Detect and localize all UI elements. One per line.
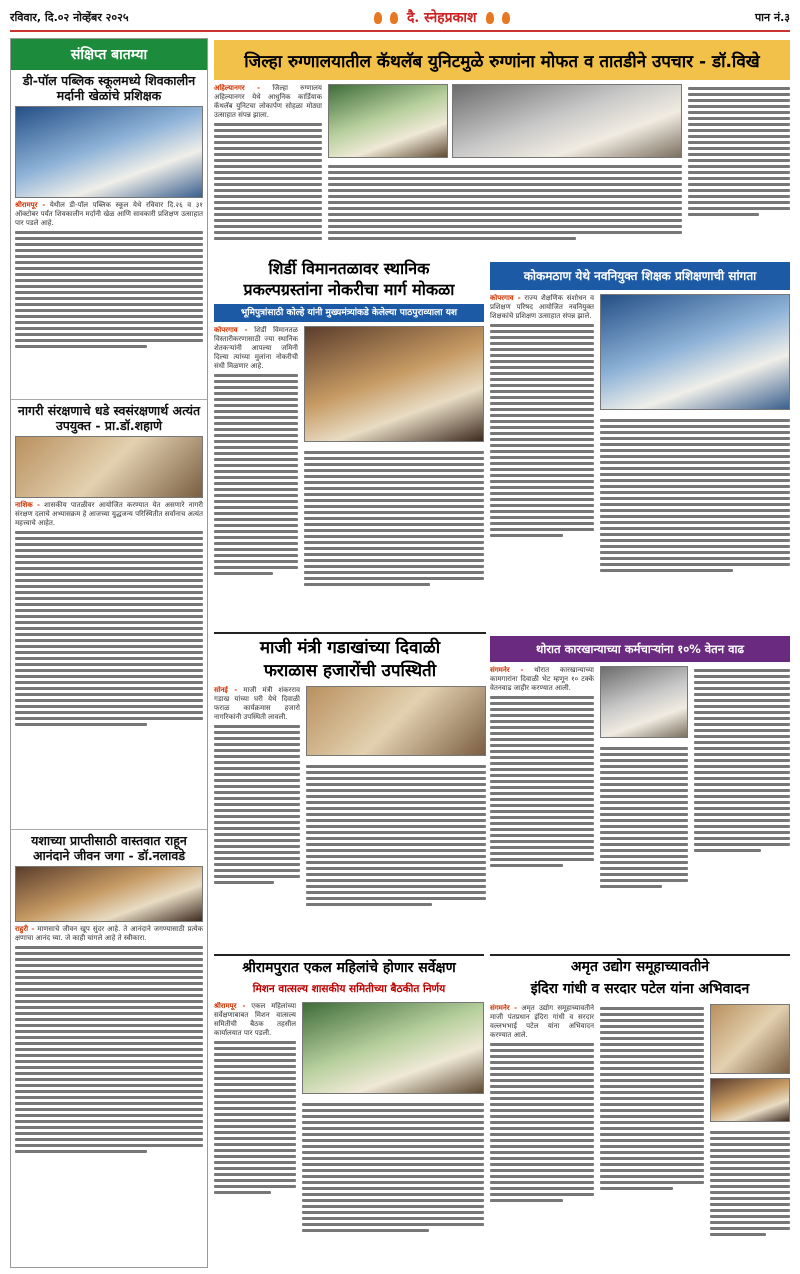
- gadakh-story: [214, 686, 486, 948]
- text-filler: [328, 165, 682, 240]
- photo-tribute-event: [710, 1078, 790, 1122]
- photo-civil-defence-event: [15, 436, 203, 498]
- story-body: संगमनेर - अमृत उद्योग समूहाच्यावतीने माजी पंतप्रधान इंदिरा गांधी व सरदार वल्लभभाई पटेल यांना अभिवादन करण्यात आले.: [490, 1004, 594, 1039]
- text-filler: [600, 419, 790, 572]
- text-filler: [490, 696, 594, 867]
- text-filler: [490, 324, 594, 537]
- main-story: [214, 84, 790, 254]
- page-number: पान नं.३: [754, 10, 790, 24]
- text-filler: [490, 1043, 594, 1202]
- text-filler: [306, 765, 486, 906]
- lamp-icon: [502, 12, 510, 24]
- lamp-icon: [390, 12, 398, 24]
- story-body: कोपरगाव - शिर्डी विमानतळ विस्तारीकरणासाठी ज्या स्थानिक शेतकऱ्यांनी आपल्या जमिनी दिल्या त्यांच्या मुलांना नोकरीची संधी मिळणार आहे.: [214, 326, 298, 370]
- photo-factory-staff: [600, 666, 688, 738]
- story-body: संगमनेर - थोरात कारखान्याच्या कामगारांना दिवाळी भेट म्हणून १० टक्के वेतनवाढ जाहीर करण्यात आली.: [490, 666, 594, 692]
- main-headline: जिल्हा रुग्णालयातील कॅथलॅब युनिटमुळे रुग्णांना मोफत व तातडीने उपचार - डॉ.विखे: [244, 51, 760, 72]
- text-filler: [304, 451, 484, 586]
- masthead: [10, 4, 790, 32]
- brief-headline: नागरी संरक्षणाचे धडे स्वसंरक्षणार्थ अत्यंत उपयुक्त - प्रा.डॉ.शहाणे: [17, 403, 201, 433]
- shrirampur-story: [214, 1002, 484, 1268]
- text-filler: [214, 123, 322, 240]
- brief-dpaul-school: [11, 70, 207, 400]
- photo-cathlab-plaque: [452, 84, 682, 158]
- gadakh-headline: माजी मंत्री गडाखांच्या दिवाळी फराळास हजारोंची उपस्थिती: [214, 632, 486, 683]
- story-body: कोपरगाव - राज्य शैक्षणिक संशोधन व प्रशिक्षण परिषद आयोजित नवनियुक्त शिक्षकांचे प्रशिक्षण उत्साहात संपन्न झाले.: [490, 294, 594, 320]
- brief-headline: डी-पॉल पब्लिक स्कूलमध्ये शिवकालीन मर्दानी खेळांचे प्रशिक्षक: [22, 73, 196, 103]
- photo-lecture-stage: [15, 866, 203, 922]
- photo-committee-meeting: [302, 1002, 484, 1094]
- brief-civil-defence: [11, 400, 207, 830]
- text-filler: [214, 725, 300, 884]
- text-filler: [214, 374, 298, 575]
- brief-body: राहुरी - माणसाचे जीवन खूप सुंदर आहे. ते आनंदाने जगण्यासाठी प्रत्येक क्षणाचा आनंद घ्या. जे काही चांगले आहे ते स्वीकारा.: [15, 925, 203, 942]
- paper-title-block: [370, 7, 514, 27]
- amrut-headline: अमृत उद्योग समूहाच्यावतीने इंदिरा गांधी व सरदार पटेल यांना अभिवादन: [490, 954, 790, 1000]
- photo-diwali-gathering: [306, 686, 486, 756]
- shirdi-subhead: भूमिपुत्रांसाठी कोल्हे यांनी मुख्यमंत्र्यांकडे केलेल्या पाठपुराव्याला यश: [214, 304, 484, 322]
- text-filler: [15, 946, 203, 1153]
- brief-nalawade: [11, 830, 207, 1268]
- photo-school-students: [15, 106, 203, 198]
- thorat-headline: थोरात कारखान्याच्या कर्मचाऱ्यांना १०% वेतन वाढ: [490, 636, 790, 662]
- news-briefs-column: [10, 38, 208, 1268]
- issue-date: रविवार, दि.०२ नोव्हेंबर २०२५: [10, 10, 129, 24]
- text-filler: [600, 1007, 704, 1190]
- text-filler: [694, 669, 790, 852]
- amrut-story: [490, 1004, 790, 1268]
- briefs-banner: संक्षिप्त बातम्या: [11, 39, 207, 70]
- text-filler: [15, 531, 203, 726]
- kokamthan-story: [490, 294, 790, 626]
- lamp-icon: [374, 12, 382, 24]
- shirdi-story: [214, 326, 484, 626]
- photo-cathlab-inauguration: [328, 84, 448, 158]
- photo-kolhe-meeting-cm: [304, 326, 484, 442]
- brief-headline: यशाच्या प्राप्तीसाठी वास्तवात राहून आनंदाने जीवन जगा - डॉ.नलावडे: [31, 833, 187, 863]
- brief-body: नाशिक - शासकीय पातळीवर आयोजित करण्यात येत असणारे नागरी संरक्षण दलाचे अभ्यासक्रम हे आजच्या युद्धजन्य परिस्थितीत सर्वांनाच अत्यंत महत्त्वाचे आहेत.: [15, 501, 203, 527]
- shirdi-headline: शिर्डी विमानतळावर स्थानिक प्रकल्पग्रस्तांना नोकरीचा मार्ग मोकळा: [243, 259, 455, 299]
- story-body: सोनई - माजी मंत्री शंकरराव गडाख यांच्या घरी येथे दिवाळी फराळ कार्यक्रमास हजारो नागरिकांनी उपस्थिती लावली.: [214, 686, 300, 721]
- story-body: श्रीरामपूर - एकल महिलांच्या सर्वेक्षणाबाबत मिशन वात्सल्य समितीची बैठक तहसील कार्यालयात पार पडली.: [214, 1002, 296, 1037]
- text-filler: [710, 1131, 790, 1236]
- brief-body: श्रीरामपूर - येथील डी-पॉल पब्लिक स्कूल येथे रविवार दि.२६ व ३१ ऑक्टोबर पर्यंत शिवकालीन मर्दानी खेळ आणि सावकारी प्रशिक्षण उत्साहात पार पडले आहे.: [15, 201, 204, 227]
- paper-name: दै. स्नेहप्रकाश: [406, 10, 477, 26]
- lamp-icon: [486, 12, 494, 24]
- text-filler: [214, 1041, 296, 1194]
- text-filler: [600, 747, 688, 888]
- photo-teachers-training: [600, 294, 790, 410]
- kokamthan-headline: कोकमठाण येथे नवनियुक्त शिक्षक प्रशिक्षणाची सांगता: [490, 262, 790, 290]
- main-headline-banner: [214, 40, 790, 80]
- photo-indira-gandhi-portrait: [710, 1004, 790, 1074]
- text-filler: [15, 231, 203, 348]
- thorat-story: [490, 666, 790, 948]
- story-body: अहिल्यानगर - जिल्हा रुग्णालय अहिल्यानगर येथे आधुनिक कार्डियाक कॅथलॅब युनिटचा लोकार्पण सोहळा मोठ्या उत्साहात संपन्न झाला.: [214, 84, 322, 119]
- text-filler: [688, 87, 790, 216]
- shrirampur-subhead: मिशन वात्सल्य शासकीय समितीच्या बैठकीत निर्णय: [252, 983, 446, 995]
- shrirampur-headline: श्रीरामपुरात एकल महिलांचे होणार सर्वेक्षण: [214, 954, 484, 978]
- text-filler: [302, 1103, 484, 1232]
